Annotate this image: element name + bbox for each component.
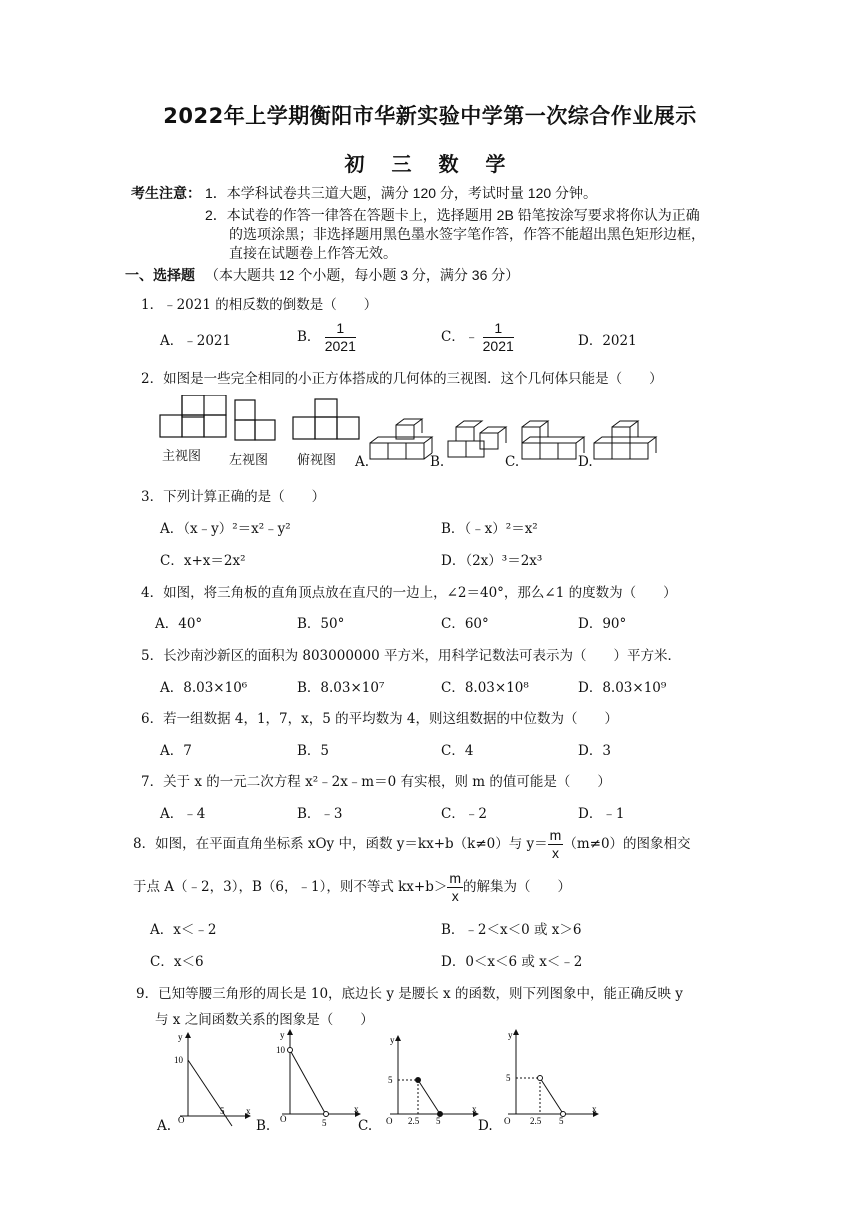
q1-option-b: B． $\frac{1}{2021}$ <box>297 320 356 354</box>
q6-option-a: A．7 <box>160 743 192 759</box>
q7-option-b: B．﹣3 <box>297 806 343 822</box>
q9-graphs <box>150 1028 620 1138</box>
front-view-label: 主视图 <box>162 448 202 463</box>
q4-option-d: D．90° <box>578 616 627 632</box>
question-9-stem-line-2: 与 x 之间函数关系的图象是（ ） <box>155 1012 374 1028</box>
option-d-solid <box>594 421 656 459</box>
q6-option-c: C．4 <box>441 743 474 759</box>
q8-option-c: C．x＜6 <box>150 954 204 970</box>
q8-fraction-m-over-x-2: $\frac{m}{x}$ <box>449 870 462 904</box>
q6-option-b: B．5 <box>297 743 330 759</box>
page-subtitle: 初 三 数 学 <box>344 152 516 176</box>
q9-option-d: D. <box>478 1118 493 1134</box>
q2-option-a: A. <box>355 454 370 470</box>
q8-option-d: D．0＜x＜6 或 x＜﹣2 <box>441 954 583 970</box>
question-5-stem: 5．长沙南沙新区的面积为 803000000 平方米，用科学记数法可表示为（ ）平方米． <box>141 648 681 664</box>
question-1-stem: 1．﹣2021 的相反数的倒数是（ ） <box>141 297 378 313</box>
top-view-figure <box>293 399 359 439</box>
graph-b-y-label: y <box>280 1030 285 1040</box>
q1-option-d: D．2021 <box>578 333 637 349</box>
q9-option-b: B. <box>256 1118 271 1134</box>
q3-option-d: D．（2x）³＝2x³ <box>441 553 543 569</box>
q3-option-c: C．x+x＝2x² <box>160 553 246 569</box>
option-c-solid <box>522 421 584 459</box>
notice-item-2-line-2: 的选项涂黑；非选择题用黑色墨水签字笔作答，作答不能超出黑色矩形边框， <box>229 226 705 242</box>
q4-option-c: C．60° <box>441 616 489 632</box>
page-title: 2022年上学期衡阳市华新实验中学第一次综合作业展示 <box>163 104 697 128</box>
question-9-stem-line-1: 9．已知等腰三角形的周长是 10，底边长 y 是腰长 x 的函数，则下列图象中，能正确反映 y <box>136 986 683 1002</box>
graph-c-tick-5-x: 5 <box>436 1116 441 1126</box>
q7-option-a: A．﹣4 <box>160 806 206 822</box>
q3-option-a: A．（x﹣y）²＝x²﹣y² <box>160 521 291 537</box>
graph-c-tick-2-5: 2.5 <box>408 1116 420 1126</box>
option-b-solid <box>448 421 506 457</box>
q4-option-a: A．40° <box>155 616 203 632</box>
notice-label: 考生注意： <box>131 185 201 201</box>
graph-d-tick-5-x: 5 <box>559 1116 564 1126</box>
graph-a-y-label: y <box>178 1032 183 1042</box>
graph-c-x-label: x <box>472 1104 477 1114</box>
question-4-stem: 4．如图，将三角板的直角顶点放在直尺的一边上，∠2＝40°，那么∠1 的度数为（ ） <box>141 585 677 601</box>
question-8-stem-line-1: 8．如图，在平面直角坐标系 xOy 中，函数 y＝kx+b（k≠0）与 y＝ $\frac{m}{x}$ （m≠0）的图象相交 <box>133 827 691 861</box>
front-view-figure <box>160 395 226 437</box>
left-view-label: 左视图 <box>229 452 269 467</box>
graph-a <box>180 1033 250 1126</box>
graph-a-x-label: x <box>246 1106 251 1116</box>
q6-option-d: D．3 <box>578 743 611 759</box>
graph-d <box>508 1030 598 1117</box>
q9-option-c: C. <box>358 1118 373 1134</box>
question-3-stem: 3．下列计算正确的是（ ） <box>141 489 326 505</box>
q9-option-a: A. <box>157 1118 172 1134</box>
graph-a-origin: O <box>178 1115 185 1125</box>
question-2-stem: 2．如图是一些完全相同的小正方体搭成的几何体的三视图．这个几何体只能是（ ） <box>141 371 663 387</box>
notice-item-1: 1．本学科试卷共三道大题，满分 120 分，考试时量 120 分钟。 <box>205 185 598 201</box>
graph-b <box>282 1030 360 1117</box>
q7-option-d: D．﹣1 <box>578 806 625 822</box>
graph-b-x-label: x <box>354 1104 359 1114</box>
graph-c-origin: O <box>386 1116 393 1126</box>
question-6-stem: 6．若一组数据 4，1，7，x，5 的平均数为 4，则这组数据的中位数为（ ） <box>141 711 619 727</box>
graph-d-x-label: x <box>592 1104 597 1114</box>
graph-d-origin: O <box>504 1116 511 1126</box>
notice-item-2-line-3: 直接在试题卷上作答无效。 <box>229 245 397 261</box>
q8-option-b: B．﹣2＜x＜0 或 x＞6 <box>441 922 582 938</box>
graph-c-y-label: y <box>390 1035 395 1045</box>
graph-d-tick-2-5: 2.5 <box>530 1116 542 1126</box>
q4-option-b: B．50° <box>297 616 345 632</box>
section-heading: 一、选择题 <box>125 267 195 283</box>
graph-d-tick-5: 5 <box>506 1073 511 1083</box>
question-8-stem-line-2: 于点 A（﹣2，3），B（6，﹣1），则不等式 kx+b＞ $\frac{m}{x}$ 的解集为（ ） <box>133 870 572 904</box>
q8-fraction-m-over-x: $\frac{m}{x}$ <box>549 827 562 861</box>
q1-option-c-fraction: $\frac{1}{2021}$ <box>482 320 514 354</box>
graph-a-tick-10: 10 <box>174 1055 183 1065</box>
top-view-label: 俯视图 <box>297 452 337 467</box>
graph-b-tick-10: 10 <box>276 1045 285 1055</box>
graph-b-tick-5: 5 <box>322 1118 327 1128</box>
q1-option-c: C．﹣ $\frac{1}{2021}$ <box>441 320 514 354</box>
graph-c <box>390 1036 478 1117</box>
option-a-solid <box>370 419 432 459</box>
q2-option-c: C. <box>505 454 520 470</box>
q1-option-a: A．﹣2021 <box>160 333 232 349</box>
question-7-stem: 7．关于 x 的一元二次方程 x²﹣2x﹣m＝0 有实根，则 m 的值可能是（ ） <box>141 774 611 790</box>
q5-option-a: A．8.03×10⁶ <box>160 680 248 696</box>
q7-option-c: C．﹣2 <box>441 806 487 822</box>
left-view-figure <box>235 400 275 440</box>
graph-b-origin: O <box>280 1114 287 1124</box>
q2-option-d: D. <box>578 454 593 470</box>
section-description: （本大题共 12 个小题，每小题 3 分，满分 36 分） <box>205 267 520 283</box>
graph-d-y-label: y <box>508 1030 513 1040</box>
q5-option-c: C．8.03×10⁸ <box>441 680 529 696</box>
q1-option-b-fraction: $\frac{1}{2021}$ <box>324 320 356 354</box>
q3-option-b: B．（﹣x）²＝x² <box>441 521 538 537</box>
q5-option-d: D．8.03×10⁹ <box>578 680 667 696</box>
notice-item-2-line-1: 2．本试卷的作答一律答在答题卡上，选择题用 2B 铅笔按涂写要求将你认为正确 <box>205 207 700 223</box>
q2-option-b: B. <box>430 454 445 470</box>
q8-option-a: A．x＜﹣2 <box>150 922 217 938</box>
graph-a-tick-5: 5 <box>220 1106 225 1116</box>
graph-c-tick-5: 5 <box>388 1075 393 1085</box>
q5-option-b: B．8.03×10⁷ <box>297 680 385 696</box>
